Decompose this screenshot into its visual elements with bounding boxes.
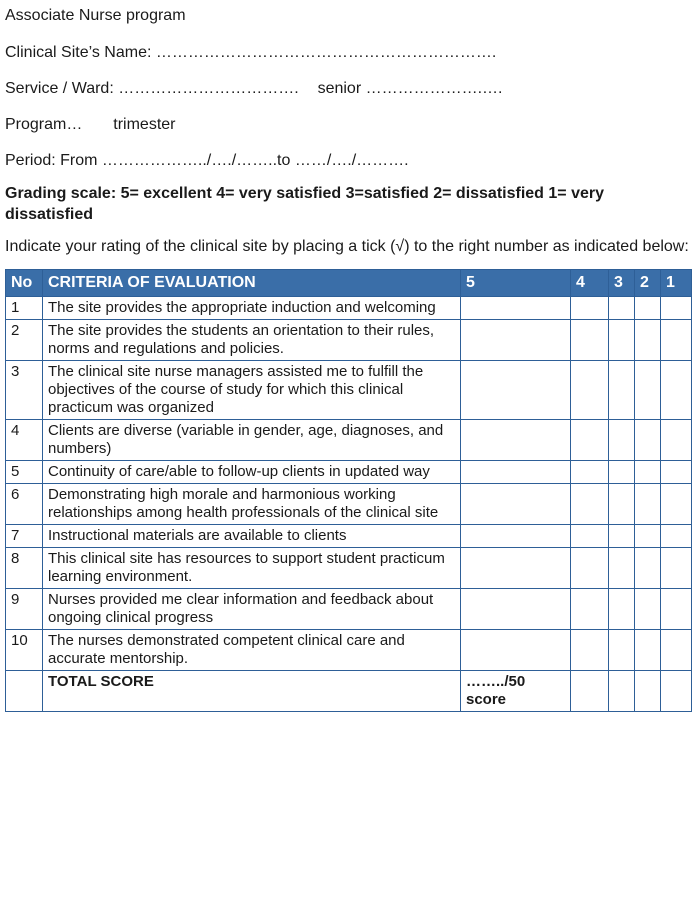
row-criteria: Clients are diverse (variable in gender, age, diagnoses, and numbers) bbox=[43, 420, 461, 461]
senior-field: senior ………………….…. bbox=[317, 80, 503, 97]
evaluation-form bbox=[5, 6, 691, 712]
total-rating-1-cell bbox=[661, 671, 692, 712]
table-row bbox=[6, 630, 692, 671]
rating-4-cell[interactable] bbox=[571, 589, 609, 630]
row-number: 6 bbox=[6, 484, 43, 525]
row-criteria: Nurses provided me clear information and feedback about ongoing clinical progress bbox=[43, 589, 461, 630]
row-criteria: Continuity of care/able to follow-up clients in updated way bbox=[43, 461, 461, 484]
row-number: 3 bbox=[6, 361, 43, 420]
rating-2-cell[interactable] bbox=[635, 484, 661, 525]
row-number: 7 bbox=[6, 525, 43, 548]
row-criteria: The site provides the students an orientation to their rules, norms and regulations and policies. bbox=[43, 320, 461, 361]
rating-5-cell[interactable] bbox=[461, 297, 571, 320]
rating-2-cell[interactable] bbox=[635, 589, 661, 630]
row-number: 9 bbox=[6, 589, 43, 630]
total-rating-2-cell bbox=[635, 671, 661, 712]
rating-2-cell[interactable] bbox=[635, 297, 661, 320]
rating-5-cell[interactable] bbox=[461, 361, 571, 420]
row-criteria: Instructional materials are available to clients bbox=[43, 525, 461, 548]
program-line bbox=[5, 115, 691, 135]
rating-2-cell[interactable] bbox=[635, 420, 661, 461]
rating-3-cell[interactable] bbox=[609, 461, 635, 484]
table-row bbox=[6, 589, 692, 630]
grading-scale: Grading scale: 5= excellent 4= very satisfied 3=satisfied 2= dissatisfied 1= very dissatisfied bbox=[5, 185, 604, 223]
rating-5-cell[interactable] bbox=[461, 320, 571, 361]
rating-5-cell[interactable] bbox=[461, 484, 571, 525]
rating-1-cell[interactable] bbox=[661, 484, 692, 525]
rating-3-cell[interactable] bbox=[609, 525, 635, 548]
total-score-value[interactable] bbox=[461, 671, 571, 712]
rating-3-cell[interactable] bbox=[609, 589, 635, 630]
header-criteria: CRITERIA OF EVALUATION bbox=[43, 270, 461, 297]
instruction-text: Indicate your rating of the clinical site by placing a tick (√) to the right number as indicated below: bbox=[5, 238, 689, 255]
table-row bbox=[6, 361, 692, 420]
rating-5-cell[interactable] bbox=[461, 461, 571, 484]
rating-3-cell[interactable] bbox=[609, 630, 635, 671]
rating-1-cell[interactable] bbox=[661, 361, 692, 420]
rating-1-cell[interactable] bbox=[661, 461, 692, 484]
rating-4-cell[interactable] bbox=[571, 525, 609, 548]
table-row bbox=[6, 461, 692, 484]
rating-1-cell[interactable] bbox=[661, 420, 692, 461]
table-row bbox=[6, 420, 692, 461]
rating-2-cell[interactable] bbox=[635, 361, 661, 420]
row-number: 4 bbox=[6, 420, 43, 461]
row-criteria: The nurses demonstrated competent clinical care and accurate mentorship. bbox=[43, 630, 461, 671]
rating-3-cell[interactable] bbox=[609, 420, 635, 461]
row-criteria: The site provides the appropriate induction and welcoming bbox=[43, 297, 461, 320]
row-criteria: The clinical site nurse managers assisted me to fulfill the objectives of the course of study for which this clinical practicum was organized bbox=[43, 361, 461, 420]
clinical-site-name-field: Clinical Site’s Name: ………………………………………………………. bbox=[5, 44, 497, 61]
rating-1-cell[interactable] bbox=[661, 525, 692, 548]
total-rating-4-cell bbox=[571, 671, 609, 712]
rating-2-cell[interactable] bbox=[635, 461, 661, 484]
total-score-label: TOTAL SCORE bbox=[43, 671, 461, 712]
rating-2-cell[interactable] bbox=[635, 548, 661, 589]
rating-4-cell[interactable] bbox=[571, 361, 609, 420]
row-criteria: This clinical site has resources to support student practicum learning environment. bbox=[43, 548, 461, 589]
table-row bbox=[6, 548, 692, 589]
rating-4-cell[interactable] bbox=[571, 420, 609, 461]
rating-2-cell[interactable] bbox=[635, 630, 661, 671]
rating-4-cell[interactable] bbox=[571, 548, 609, 589]
program-field: Program… bbox=[5, 116, 83, 133]
row-number: 5 bbox=[6, 461, 43, 484]
rating-1-cell[interactable] bbox=[661, 589, 692, 630]
rating-3-cell[interactable] bbox=[609, 484, 635, 525]
total-score-unit: score bbox=[466, 691, 507, 708]
header-rating-2: 2 bbox=[635, 270, 661, 297]
header-rating-5: 5 bbox=[461, 270, 571, 297]
table-row bbox=[6, 525, 692, 548]
rating-5-cell[interactable] bbox=[461, 525, 571, 548]
row-criteria: Demonstrating high morale and harmonious working relationships among health professionals of the clinical site bbox=[43, 484, 461, 525]
table-row bbox=[6, 484, 692, 525]
header-no: No bbox=[6, 270, 43, 297]
period-field: Period: From ………………../…./……..to ……/…./………. bbox=[5, 152, 409, 169]
total-row-number bbox=[6, 671, 43, 712]
total-score-row bbox=[6, 671, 692, 712]
header-rating-1: 1 bbox=[661, 270, 692, 297]
row-number: 1 bbox=[6, 297, 43, 320]
rating-4-cell[interactable] bbox=[571, 297, 609, 320]
total-score-fraction: ……../50 bbox=[466, 673, 526, 690]
rating-3-cell[interactable] bbox=[609, 361, 635, 420]
rating-3-cell[interactable] bbox=[609, 297, 635, 320]
service-ward-line bbox=[5, 79, 691, 99]
rating-5-cell[interactable] bbox=[461, 548, 571, 589]
rating-5-cell[interactable] bbox=[461, 630, 571, 671]
rating-3-cell[interactable] bbox=[609, 548, 635, 589]
rating-4-cell[interactable] bbox=[571, 484, 609, 525]
program-title: Associate Nurse program bbox=[5, 7, 186, 24]
table-header-row bbox=[6, 270, 692, 297]
rating-5-cell[interactable] bbox=[461, 589, 571, 630]
total-rating-3-cell bbox=[609, 671, 635, 712]
rating-3-cell[interactable] bbox=[609, 320, 635, 361]
rating-4-cell[interactable] bbox=[571, 630, 609, 671]
row-number: 2 bbox=[6, 320, 43, 361]
rating-1-cell[interactable] bbox=[661, 548, 692, 589]
rating-1-cell[interactable] bbox=[661, 630, 692, 671]
rating-1-cell[interactable] bbox=[661, 297, 692, 320]
rating-2-cell[interactable] bbox=[635, 320, 661, 361]
rating-2-cell[interactable] bbox=[635, 525, 661, 548]
header-rating-3: 3 bbox=[609, 270, 635, 297]
service-ward-field: Service / Ward: ……………………………. bbox=[5, 80, 299, 97]
rating-4-cell[interactable] bbox=[571, 461, 609, 484]
table-row bbox=[6, 297, 692, 320]
evaluation-table bbox=[5, 269, 692, 712]
rating-1-cell[interactable] bbox=[661, 320, 692, 361]
header-rating-4: 4 bbox=[571, 270, 609, 297]
row-number: 8 bbox=[6, 548, 43, 589]
trimester-label: trimester bbox=[113, 116, 176, 133]
rating-5-cell[interactable] bbox=[461, 420, 571, 461]
table-row bbox=[6, 320, 692, 361]
rating-4-cell[interactable] bbox=[571, 320, 609, 361]
row-number: 10 bbox=[6, 630, 43, 671]
